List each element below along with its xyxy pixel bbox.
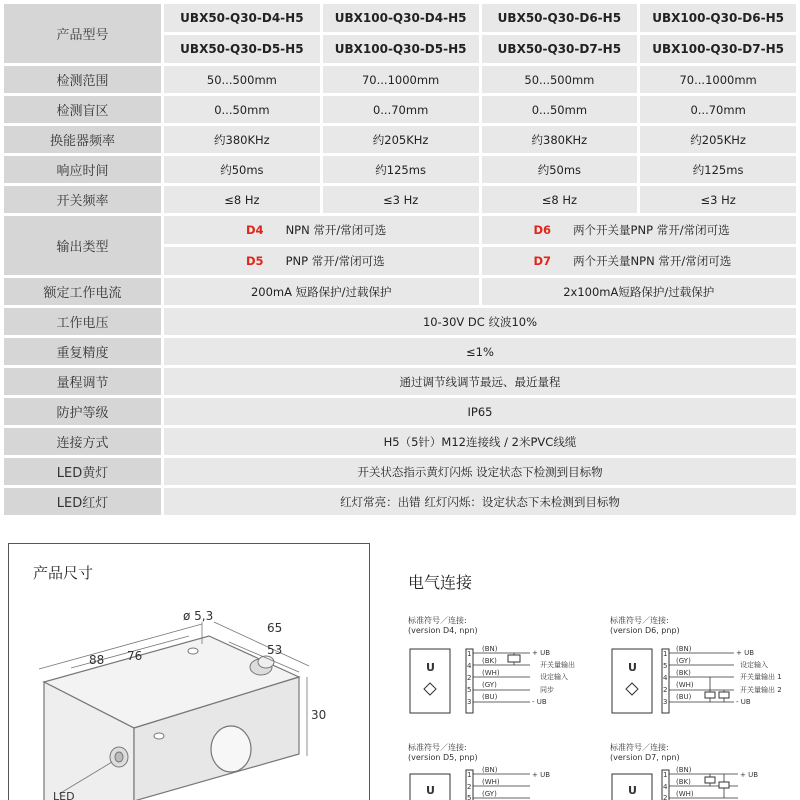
pin-number: 2 [663,686,668,694]
pin-number: 1 [467,650,472,658]
spec-table [4,4,796,518]
signal-label: - UB [736,698,751,706]
pin-number: 5 [467,794,472,800]
signal-label: 开关量输出 1 [740,673,782,681]
output-code: D4 [246,223,264,237]
value-cell: 约380KHz [164,126,320,153]
pin-number: 2 [467,674,472,682]
row-label: LED黄灯 [4,458,161,485]
mounting-hole [154,733,164,739]
output-cell [482,216,797,244]
row-label: 检测范围 [4,66,161,93]
pin-number: 4 [467,662,472,670]
load-symbol [705,692,715,698]
value-cell: 约50ms [482,156,638,183]
row-label: 开关频率 [4,186,161,213]
wire-color: (BN) [482,766,498,774]
detect-range-row [4,66,796,93]
dim-label-88: 88 [89,653,105,667]
model-cell: UBX50-Q30-D6-H5 [482,4,638,32]
row-label: 重复精度 [4,338,161,365]
sensor-letter: U [426,661,435,674]
diagram-caption: 标准符号／连接: [610,616,669,625]
pin-number: 2 [663,794,668,800]
wire-color: (BK) [676,778,691,786]
dimensions-title: 产品尺寸 [33,564,94,582]
value-cell: 50...500mm [164,66,320,93]
output-cell [164,216,479,244]
output-text: 两个开关量PNP 常开/常闭可选 [573,223,730,237]
wire-color: (BU) [676,693,692,701]
dim-label-led: LED [53,790,75,800]
signal-label: + UB [740,771,759,779]
value-cell: 50...500mm [482,66,638,93]
signal-label: + UB [532,649,551,657]
signal-label: + UB [736,649,755,657]
pin-number: 1 [663,650,668,658]
value-cell: 200mA 短路保护/过载保护 [164,278,479,305]
electrical-title: 电气连接 [408,573,473,592]
wire-color: (WH) [482,669,500,677]
voltage-row [4,308,796,335]
value-cell: ≤3 Hz [640,186,796,213]
signal-label: 设定输入 [540,673,568,681]
row-label: 工作电压 [4,308,161,335]
output-text: NPN 常开/常闭可选 [285,223,387,237]
dim-label-diameter: ø 5,3 [183,609,214,623]
row-label: 响应时间 [4,156,161,183]
wire-color: (BN) [676,766,692,774]
value-cell: 约125ms [323,156,479,183]
model-cell: UBX100-Q30-D6-H5 [640,4,796,32]
row-label: 防护等级 [4,398,161,425]
transducer-face [211,726,251,772]
pin-number: 5 [663,662,668,670]
value-cell: ≤1% [164,338,796,365]
wiring-diagram-d6 [610,615,795,725]
wiring-schematic [610,742,795,800]
value-cell: 约50ms [164,156,320,183]
value-cell: IP65 [164,398,796,425]
wire-color: (BK) [482,657,497,665]
wire-color: (GY) [676,657,691,665]
pin-number: 3 [467,698,472,706]
wire-color: (GY) [482,790,497,798]
wire-color: (BK) [676,669,691,677]
range-adjust-row [4,368,796,395]
value-cell: ≤3 Hz [323,186,479,213]
wire-color: (GY) [482,681,497,689]
value-cell: 0...50mm [164,96,320,123]
model-row [4,4,796,63]
led-dot [115,752,123,762]
output-code: D5 [246,254,264,268]
value-cell: 2x100mA短路保护/过载保护 [482,278,797,305]
pin-number: 3 [663,698,668,706]
pin-number: 5 [467,686,472,694]
signal-label: 同步 [540,686,554,694]
pin-number: 4 [663,783,668,791]
value-cell: H5（5针）M12连接线 / 2米PVC线缆 [164,428,796,455]
led-red-row [4,488,796,515]
sensor-block [612,649,652,713]
output-code: D6 [533,223,552,237]
transducer-frequency-row [4,126,796,153]
sensor-block [410,649,450,713]
signal-label: 开关量输出 [540,661,575,669]
sensor-letter: U [628,784,637,797]
value-cell: 开关状态指示黄灯闪烁 设定状态下检测到目标物 [164,458,796,485]
value-cell: 10-30V DC 纹波10% [164,308,796,335]
model-cell: UBX100-Q30-D5-H5 [323,35,479,63]
value-cell: 红灯常亮：出错 红灯闪烁：设定状态下未检测到目标物 [164,488,796,515]
model-cell: UBX50-Q30-D4-H5 [164,4,320,32]
diagram-version: (version D6, pnp) [610,626,680,635]
pin-number: 1 [663,771,668,779]
value-cell: 约205KHz [640,126,796,153]
signal-label: + UB [532,771,551,779]
row-label: 连接方式 [4,428,161,455]
load-symbol [508,655,520,662]
wiring-diagram-d7 [610,742,795,800]
value-cell: 70...1000mm [323,66,479,93]
model-cell: UBX50-Q30-D5-H5 [164,35,320,63]
value-cell: ≤8 Hz [482,186,638,213]
wiring-schematic [408,742,593,800]
pin-number: 1 [467,771,472,779]
row-label: 换能器频率 [4,126,161,153]
wiring-schematic [408,615,593,725]
signal-label: - UB [532,698,547,706]
model-cell: UBX50-Q30-D7-H5 [482,35,638,63]
value-cell: 0...70mm [640,96,796,123]
output-cell [482,247,797,275]
value-cell: 约205KHz [323,126,479,153]
wire-color: (WH) [482,778,500,786]
value-cell: 0...50mm [482,96,638,123]
sensor-dimension-drawing [9,544,370,800]
wire-color: (WH) [676,681,694,689]
diagram-version: (version D4, npn) [408,626,478,635]
dimensions-panel [8,543,370,800]
pin-number: 2 [467,783,472,791]
row-label: 额定工作电流 [4,278,161,305]
led-yellow-row [4,458,796,485]
output-cell [164,247,479,275]
response-time-row [4,156,796,183]
value-cell: 70...1000mm [640,66,796,93]
load-symbol [705,777,715,783]
wire-color: (BU) [482,693,498,701]
protection-row [4,398,796,425]
sensor-letter: U [426,784,435,797]
connection-row [4,428,796,455]
rated-current-row [4,278,796,305]
diagram-version: (version D5, pnp) [408,753,478,762]
value-cell: 0...70mm [323,96,479,123]
signal-label: 开关量输出 2 [740,686,782,694]
signal-label: 设定输入 [740,661,768,669]
repeatability-row [4,338,796,365]
value-cell: 约380KHz [482,126,638,153]
wire-color: (BN) [676,645,692,653]
diagram-caption: 标准符号／连接: [408,616,467,625]
sensor-letter: U [628,661,637,674]
wire-color: (BN) [482,645,498,653]
row-label: 检测盲区 [4,96,161,123]
dim-label-76: 76 [127,649,143,663]
model-cell: UBX100-Q30-D7-H5 [640,35,796,63]
row-label: 输出类型 [4,216,161,275]
model-cell: UBX100-Q30-D4-H5 [323,4,479,32]
output-text: PNP 常开/常闭可选 [285,254,385,268]
output-code: D7 [533,254,552,268]
load-symbol [719,782,729,788]
value-cell: 约125ms [640,156,796,183]
diagram-version: (version D7, npn) [610,753,680,762]
dim-label-30: 30 [311,708,327,722]
diagram-caption: 标准符号／连接: [610,743,669,752]
wire-color: (WH) [676,790,694,798]
dim-label-53: 53 [267,643,283,657]
value-cell: 通过调节线调节最远、最近量程 [164,368,796,395]
mounting-hole [188,648,198,654]
value-cell: ≤8 Hz [164,186,320,213]
wiring-diagram-d5 [408,742,593,800]
pin-number: 4 [663,674,668,682]
load-symbol [719,692,729,698]
output-text: 两个开关量NPN 常开/常闭可选 [573,254,732,268]
row-label: LED红灯 [4,488,161,515]
wiring-diagram-d4 [408,615,593,725]
row-label: 量程调节 [4,368,161,395]
switching-frequency-row [4,186,796,213]
dim-label-65: 65 [267,621,283,635]
output-type-row [4,216,796,275]
blind-zone-row [4,96,796,123]
row-label: 产品型号 [4,4,161,63]
diagram-caption: 标准符号／连接: [408,743,467,752]
wiring-schematic [610,615,795,725]
